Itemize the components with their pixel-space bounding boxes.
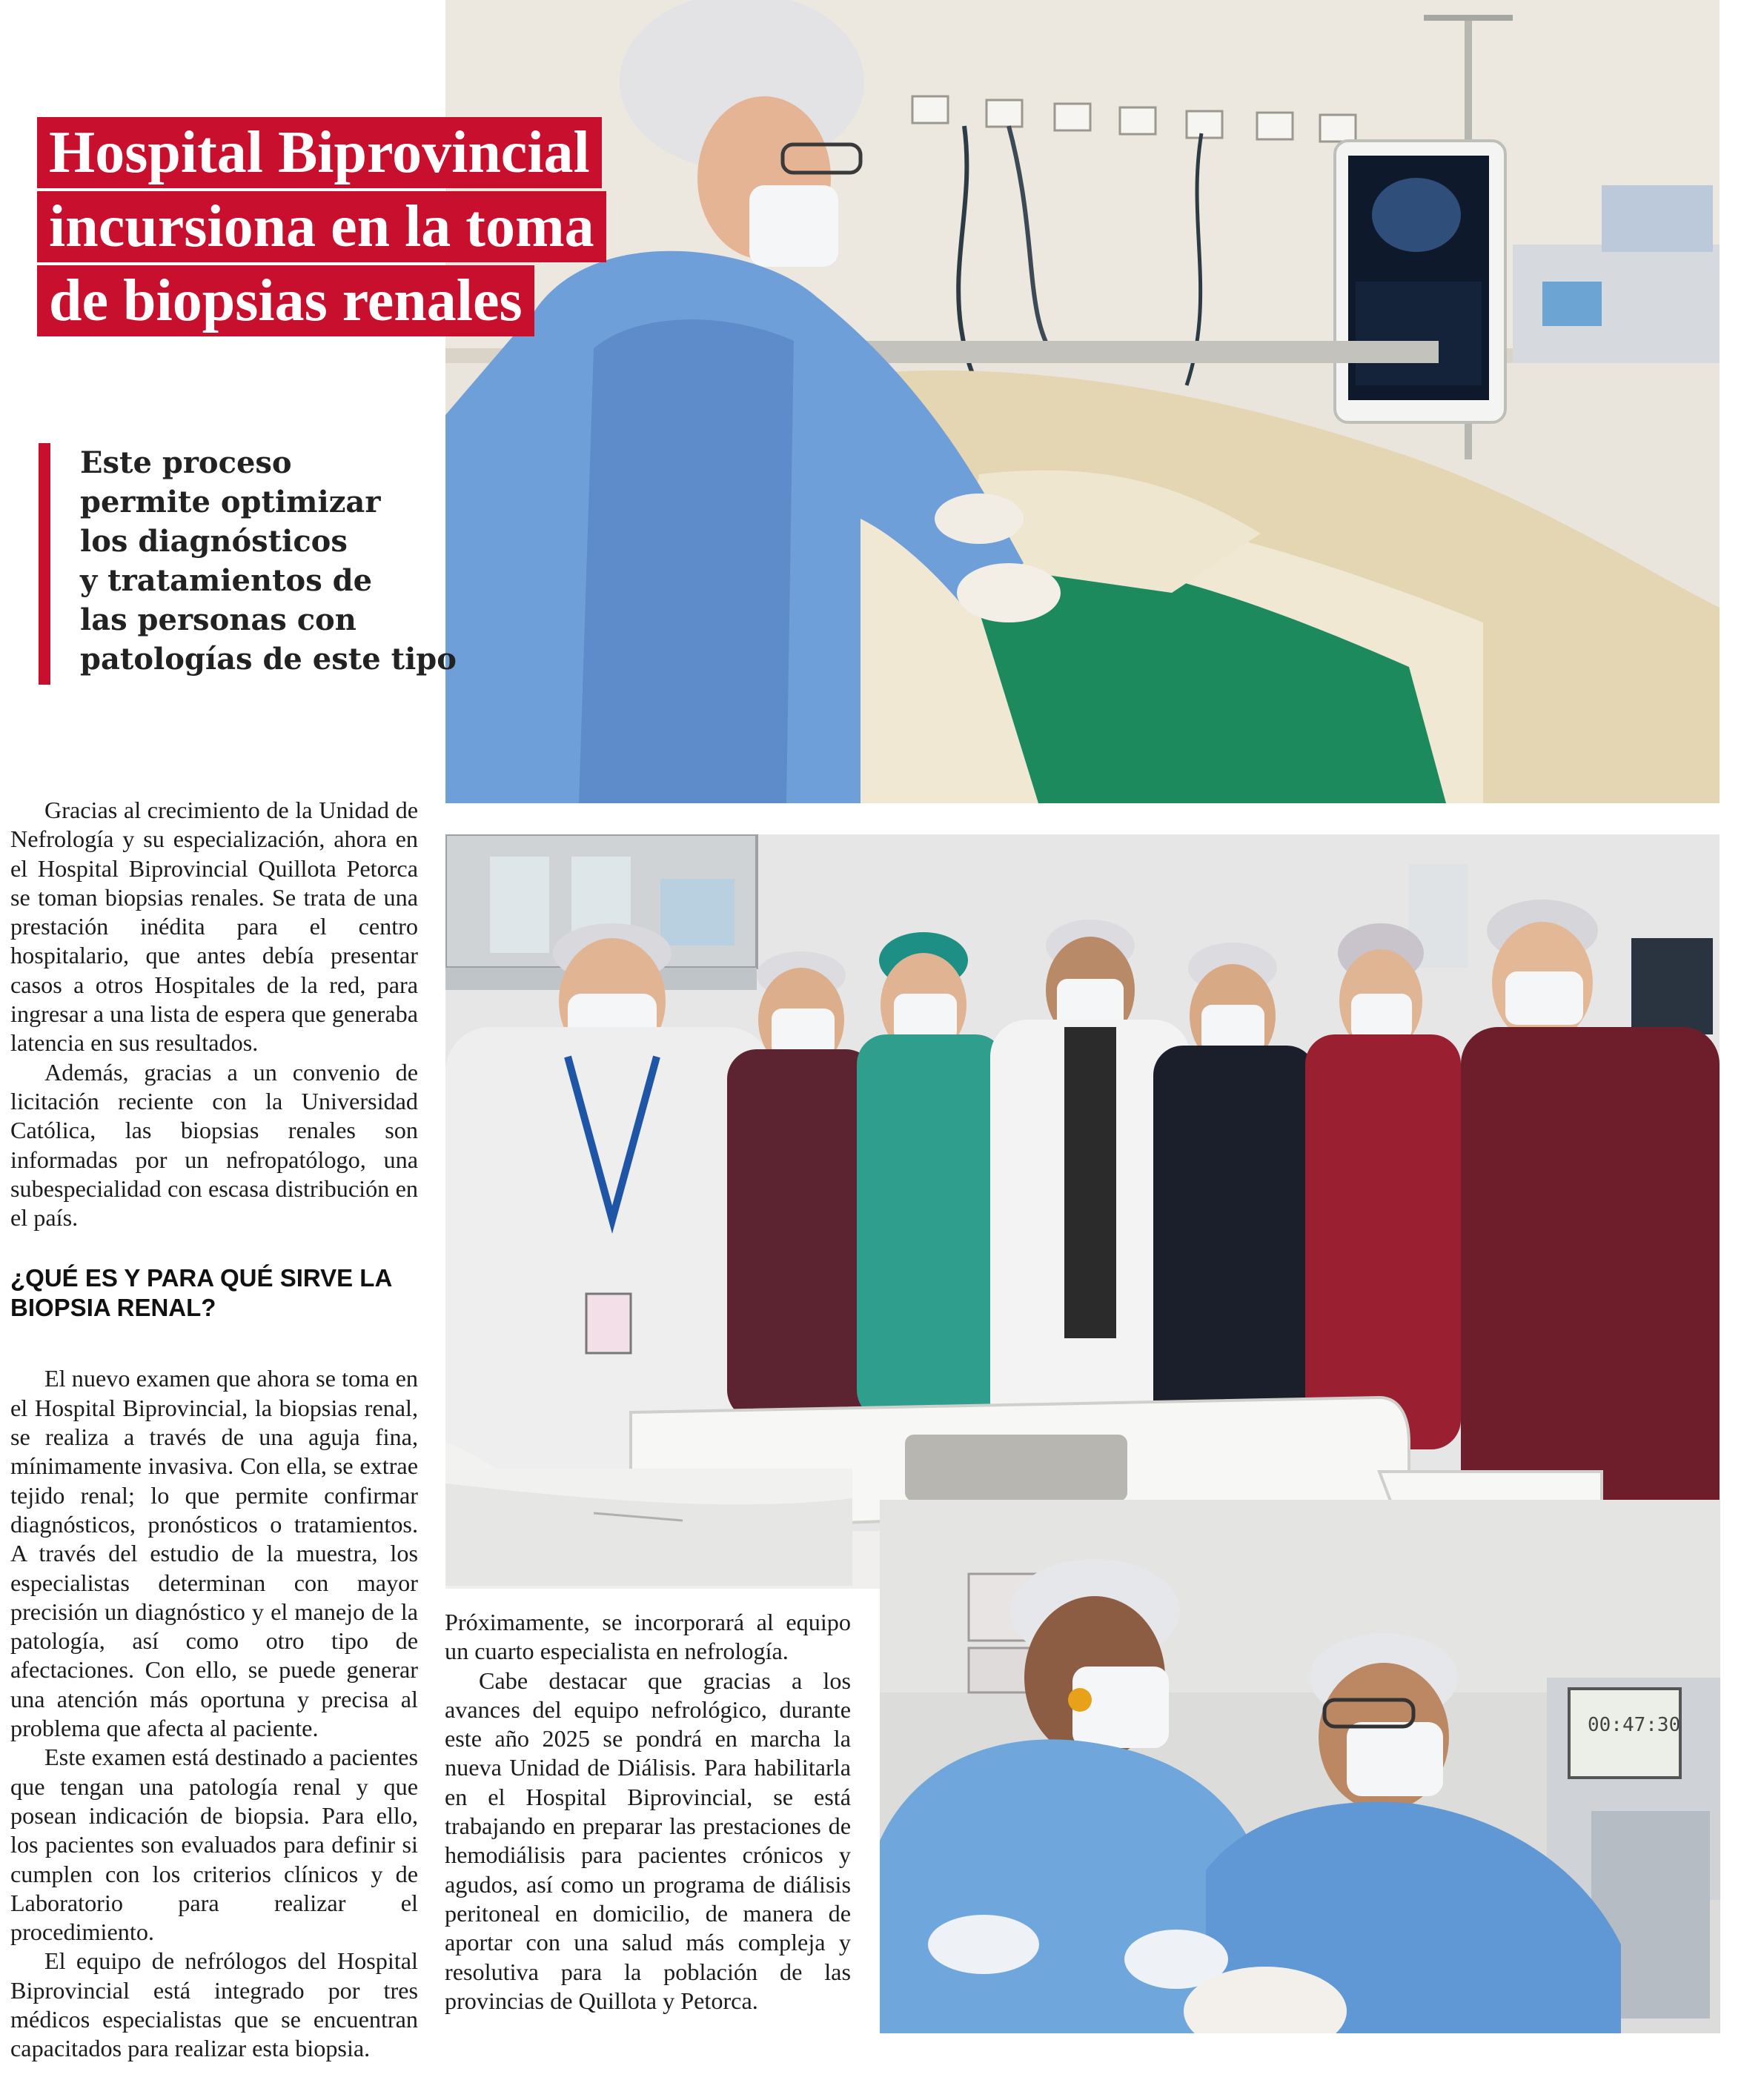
body-column-2 xyxy=(445,1608,851,2016)
article-lead xyxy=(39,443,457,685)
paragraph: Próximamente, se incorporará al equipo un cuarto especialista en nefrología. xyxy=(445,1609,851,1665)
title-line-1: Hospital Biprovincial xyxy=(37,117,602,188)
paragraph: Cabe destacar que gracias a los avances del equipo nefrológico, durante este año 2025 se pondrá en marcha la nueva Unidad de Diálisis. Para habilitarla en el Hospital Biprovincial, se está trabajando en preparar las prestaciones de hemodiálisis para pacientes crónicos y agudos, así como un programa de diálisis peritoneal en domicilio, de manera de aportar con una salud más compleja y resolutiva para la población de las provincias de Quillota y Petorca. xyxy=(445,1667,851,2014)
lead-line: patologías de este tipo xyxy=(80,642,457,677)
paragraph: El nuevo examen que ahora se toma en el Hospital Biprovincial, la biopsias renal, se realiza a través de una aguja fina, mínimamente invasiva. Con ella, se extrae tejido renal; lo que permite confirmar diagnósticos, pronósticos o tratamientos. A través del estudio de la muestra, los especialistas determinan con mayor precisión un diagnóstico y el manejo de la patología, así como otro tipo de afectaciones. Con ello, se puede generar una atención más oportuna y precisa al problema que afecta al paciente. xyxy=(10,1365,418,1742)
body-column-1 xyxy=(10,796,418,2064)
lead-line: las personas con xyxy=(80,602,357,637)
nurses-photo xyxy=(880,1500,1720,2033)
paragraph: Además, gracias a un convenio de licitación reciente con la Universidad Católica, las biopsias renales son informadas por un nefropatólogo, una subespecialidad con escasa distribución en el país. xyxy=(10,1058,418,1232)
title-line-3: de biopsias renales xyxy=(37,265,534,336)
lead-line: los diagnósticos xyxy=(80,524,348,559)
lead-line: Este proceso xyxy=(80,445,292,480)
article-title xyxy=(37,117,652,339)
lead-line: permite optimizar xyxy=(80,485,381,519)
paragraph: Gracias al crecimiento de la Unidad de Nefrología y su especialización, ahora en el Hospital Biprovincial Quillota Petorca se toman biopsias renales. Se trata de una prestación inédita para el centro hospitalario, que antes debía presentar casos a otros Hospitales de la red, para ingresar a una lista de espera que generaba latencia en sus resultados. xyxy=(10,797,418,1057)
paragraph: El equipo de nefrólogos del Hospital Biprovincial está integrado por tres médicos especialistas que se encuentran capacitados para realizar esta biopsia. xyxy=(10,1947,418,2062)
bed-sheet-photo xyxy=(445,1469,852,1586)
section-heading: ¿QUÉ ES Y PARA QUÉ SIRVE LA BIOPSIA RENAL? xyxy=(10,1264,392,1322)
title-line-2: incursiona en la toma xyxy=(37,191,606,262)
monitor-time: 00:47:30 xyxy=(1588,1714,1681,1736)
paragraph: Este examen está destinado a pacientes que tengan una patología renal y que posean indicación de biopsia. Para ello, los pacientes son evaluados para definir si cumplen con los criterios clínicos y de Laboratorio para realizar el procedimiento. xyxy=(10,1744,418,1946)
lead-line: y tratamientos de xyxy=(80,563,373,598)
